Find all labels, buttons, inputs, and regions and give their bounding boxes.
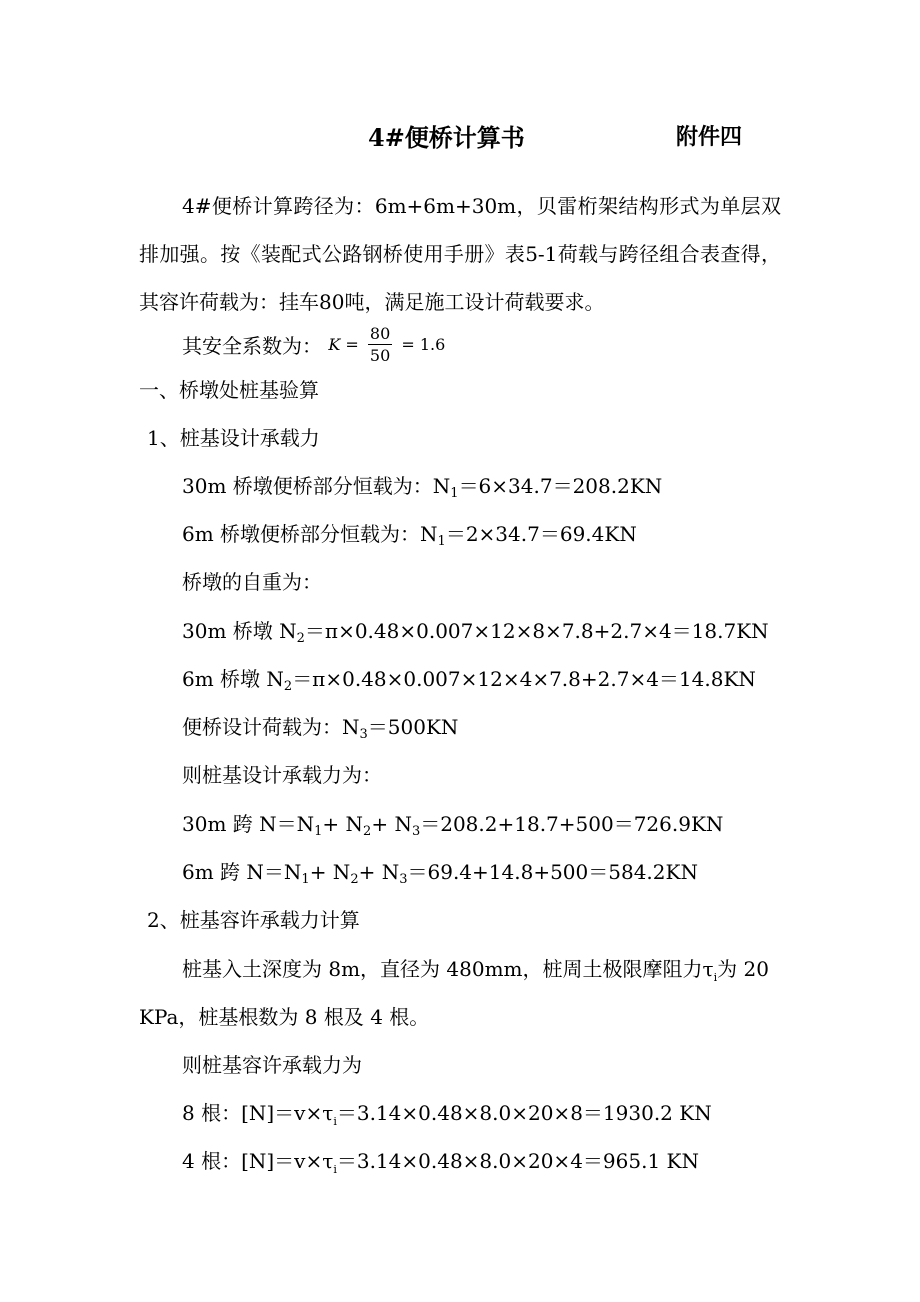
attachment-label: 附件四 (676, 124, 743, 150)
calc-line-7: 则桩基设计承载力为： (182, 763, 382, 787)
subscript: 3 (359, 727, 368, 742)
safety-denominator: 50 (369, 346, 391, 365)
calc-text: ＝π×0.48×0.007×12×8×7.8+2.7×4＝18.7KN (304, 619, 769, 643)
calc2-line-4 (182, 1099, 712, 1127)
safety-factor-line (182, 326, 445, 369)
subsection-heading-1: 1、桩基设计承载力 (147, 426, 320, 450)
calc-line-6 (182, 713, 458, 741)
calc-text: + N (322, 812, 364, 836)
calc-text: + N (371, 812, 412, 836)
title-row (0, 118, 920, 158)
section-heading: 一、桥墩处桩基验算 (139, 378, 319, 402)
subsection-heading-2: 2、桩基容许承载力计算 (147, 908, 360, 932)
calc-text: 桩基入土深度为 8m，直径为 480mm，桩周土极限摩阻力τ (182, 957, 714, 981)
calc-text: ＝208.2+18.7+500＝726.9KN (420, 812, 724, 836)
safety-eq: = (345, 335, 359, 354)
calc-text: 便桥设计荷载为：N (182, 715, 360, 739)
calc-line-5 (182, 665, 756, 693)
calc-text: ＝69.4+14.8+500＝584.2KN (407, 860, 698, 884)
calc-text: 6m 桥墩便桥部分恒载为：N (182, 522, 438, 546)
calc-text: + N (309, 860, 351, 884)
calc-text: + N (358, 860, 400, 884)
calc-text: ＝π×0.48×0.007×12×4×7.8+2.7×4＝14.8KN (292, 667, 756, 691)
calc-text: ＝500KN (367, 715, 459, 739)
calc-text: ＝2×34.7＝69.4KN (445, 522, 637, 546)
calc-line-4 (182, 617, 769, 645)
calc2-line-1 (182, 955, 769, 983)
calc-text: 30m 跨 N＝N (182, 812, 315, 836)
calc-line-1 (182, 472, 662, 500)
calc-text: 30m 桥墩便桥部分恒载为：N (182, 474, 451, 498)
subscript: i (713, 971, 718, 984)
calc-text: ＝3.14×0.48×8.0×20×8＝1930.2 KN (336, 1101, 712, 1125)
calc-line-8 (182, 810, 723, 838)
subscript: 2 (350, 872, 359, 887)
intro-paragraph: 4#便桥计算跨径为：6m+6m+30m，贝雷桁架结构形式为单层双排加强。按《装配式公路钢桥使用手册》表5-1荷载与跨径组合表查得，其容许荷载为：挂车80吨，满足施工设计荷载要求。 (139, 194, 781, 314)
subscript: 3 (411, 824, 421, 839)
calc-text: 6m 跨 N＝N (182, 860, 302, 884)
calc-text: ＝6×34.7＝208.2KN (458, 474, 663, 498)
calc-line-2 (182, 520, 637, 548)
calc2-line-5 (182, 1147, 699, 1175)
calc2-line-3: 则桩基容许承载力为 (182, 1053, 362, 1077)
subscript: 3 (399, 872, 408, 887)
subscript: 1 (301, 872, 310, 887)
calc2-line-2: KPa，桩基根数为 8 根及 4 根。 (139, 1005, 430, 1029)
subscript: 1 (437, 534, 446, 549)
calc-line-3: 桥墩的自重为： (182, 570, 322, 594)
subscript: 2 (283, 679, 293, 694)
safety-numerator: 80 (369, 324, 391, 343)
subscript: i (333, 1163, 337, 1176)
safety-fraction (368, 324, 392, 367)
calc-line-9 (182, 858, 698, 886)
safety-formula (328, 324, 445, 367)
subscript: 1 (314, 824, 323, 839)
calc-text: 为 20 (717, 957, 769, 981)
subscript: 2 (296, 631, 305, 646)
calc-text: ＝3.14×0.48×8.0×20×4＝965.1 KN (336, 1149, 699, 1173)
calc-text: 30m 桥墩 N (182, 619, 297, 643)
subscript: i (333, 1115, 337, 1128)
subscript: 1 (450, 486, 459, 501)
calc-text: 4 根：[N]＝v×τ (182, 1149, 334, 1173)
subscript: 2 (363, 824, 372, 839)
page-title: 4#便桥计算书 (368, 123, 525, 152)
safety-factor-label: 其安全系数为： (182, 334, 322, 358)
calc-text: 8 根：[N]＝v×τ (182, 1101, 334, 1125)
safety-result: = 1.6 (401, 335, 446, 354)
safety-k: K (328, 335, 341, 354)
calc-text: 6m 桥墩 N (182, 667, 284, 691)
